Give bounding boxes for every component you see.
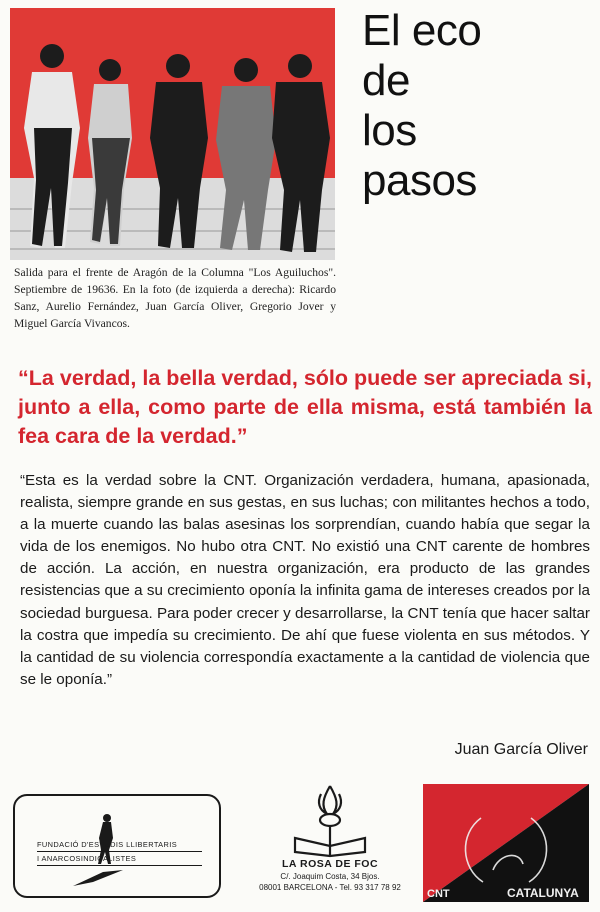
- historical-photo: [10, 8, 335, 260]
- title-line: El eco: [362, 6, 482, 55]
- cnt-catalunya-logo: [423, 784, 589, 902]
- pull-quote: “La verdad, la bella verdad, sólo puede ser apreciada si, junto a ella, como parte de ella misma, está también la fea cara de la verdad.”: [18, 366, 592, 448]
- fundacio-line1: FUNDACIÓ D'ESTUDIS LLIBERTARIS: [37, 838, 202, 852]
- title-line: de: [362, 56, 410, 105]
- photo-caption: Salida para el frente de Aragón de la Columna "Los Aguiluchos". Septiembre de 19636. En la foto (de izquierda a derecha): Ricardo Sanz, Aurelio Fernández, Juan García Oliver, Gregorio Jover y Miguel García Vivancos.: [14, 266, 336, 330]
- body-text: “Esta es la verdad sobre la CNT. Organización verdadera, humana, apasionada, realista, siempre grande en sus gestas, en sus luchas; con militantes hechos a todo, a la muerte cuando las balas asesinas los sorprendían, cuando había que segar la vida de los enemigos. No hubo otra CNT. No existió una CNT carente de hombres de acción. La acción, en nuestra organización, era producto de las grandes resistencias que a su crecimiento oponía la infinita gama de intereses creados por la sociedad burguesa. Para poder crecer y desarrollarse, la CNT tenía que hacer saltar la costra que impedía su crecimiento. De ahí que fuese violenta en sus métodos. Y la cantidad de su violencia correspondía exactamente a la cantidad de violencia que se le oponía.”: [20, 472, 590, 688]
- title-line: pasos: [362, 156, 477, 205]
- fundacio-line2: I ANARCOSINDICALISTES: [37, 852, 202, 866]
- torch-book-icon: [255, 780, 405, 858]
- author-name: Juan García Oliver: [454, 741, 588, 758]
- cnt-label: CNT: [427, 888, 450, 900]
- rosa-name: LA ROSA DE FOC: [281, 858, 379, 870]
- rosa-address: C/. Joaquim Costa, 34 Bjos.: [280, 872, 380, 881]
- rosa-de-foc-logo: [255, 780, 405, 905]
- rosa-address-city: 08001 BARCELONA - Tel. 93 317 78 92: [259, 883, 401, 892]
- page-title: [362, 6, 481, 206]
- fundacio-logo: [13, 794, 221, 898]
- catalunya-label: CATALUNYA: [507, 886, 579, 900]
- title-line: los: [362, 106, 417, 155]
